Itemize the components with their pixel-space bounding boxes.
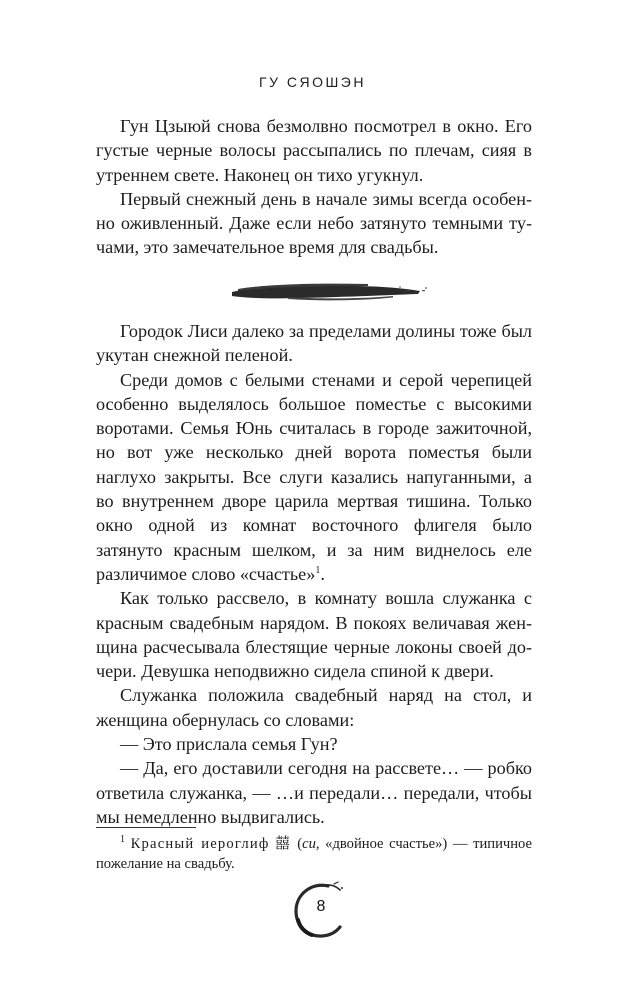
dialogue-line: — Да, его доставили сегодня на рассвете… — робко ответила служанка, — …и передали… передали, чтобы мы немедленно выдвигались. (96, 758, 532, 827)
text-section-2 (96, 319, 532, 829)
footnote-glyph: 囍 (275, 836, 292, 852)
text-section-1 (96, 114, 532, 260)
footnote-reading: си (302, 836, 316, 852)
footnote-number: 1 (120, 834, 125, 846)
paragraph: Городок Лиси далеко за пределами долины тоже был укутан снежной пеленой. (96, 321, 532, 366)
footnote-reference: 1 (315, 564, 321, 576)
paragraph: Среди домов с белыми стенами и серой черепицей особенно выделялось большое поместье с высокими воротами. Семья Юнь считалась в городе зажиточной, но вот уже несколько дней ворота поместья были наглухо закрыты. Все слуги казались напуганными, а во внутреннем дворе царила мертвая тишина. Только окно одной из комнат восточного флигеля было затянуто красным шелком, и за ним виднелось еле различимое слово «счастье»$^1$. (96, 369, 532, 584)
paragraph: Первый снежный день в начале зимы всегда особенно оживленный. Даже если небо затянуто темными тучами, это замечательное время для свадьбы. (96, 188, 532, 258)
footnote-gloss: , «двойное счастье») — типичное пожелание на свадьбу. (96, 836, 532, 872)
page-number: 8 (316, 898, 326, 915)
paragraph-text: Среди домов с белыми стенами и серой черепицей особенно выделялось большое поместье с высокими воротами. Семья Юнь считалась в городе зажиточной, но вот уже несколько дней ворота поместья были наглухо закрыты. Все слуги казались напуганными, а во внутреннем дворе царила мертвая тишина. Только окно одной из комнат восточного флигеля было затянуто красным шелком, и за ним виднелось еле различимое слово «счастье» (96, 369, 532, 584)
ink-brush-stroke-divider (228, 278, 428, 304)
footnote-term: Красный иероглиф (130, 836, 270, 852)
paragraph: Служанка положила свадебный наряд на стол, и женщина обернулась со словами: (96, 685, 532, 730)
paragraph: Как только рассвело, в комнату вошла служанка с красным свадебным нарядом. В покоях величавая женщина расчесывала блестящие черные локоны своей дочери. Девушка неподвижно сидела спиной к двери. (96, 588, 532, 682)
running-head: ГУ СЯОШЭН (259, 74, 366, 90)
paragraph: Гун Цзыюй снова безмолвно посмотрел в окно. Его густые черные волосы рассыпались по плечам, сияя в утреннем свете. Наконец он тихо угукнул. (96, 116, 532, 185)
footnote: $^1$ Красный иероглиф 囍 (си, «двойное счастье») — типичное пожелание на свадьбу. (96, 834, 532, 872)
dialogue-line: — Это прислала семья Гун? (120, 734, 338, 755)
footnote-divider (96, 827, 196, 828)
